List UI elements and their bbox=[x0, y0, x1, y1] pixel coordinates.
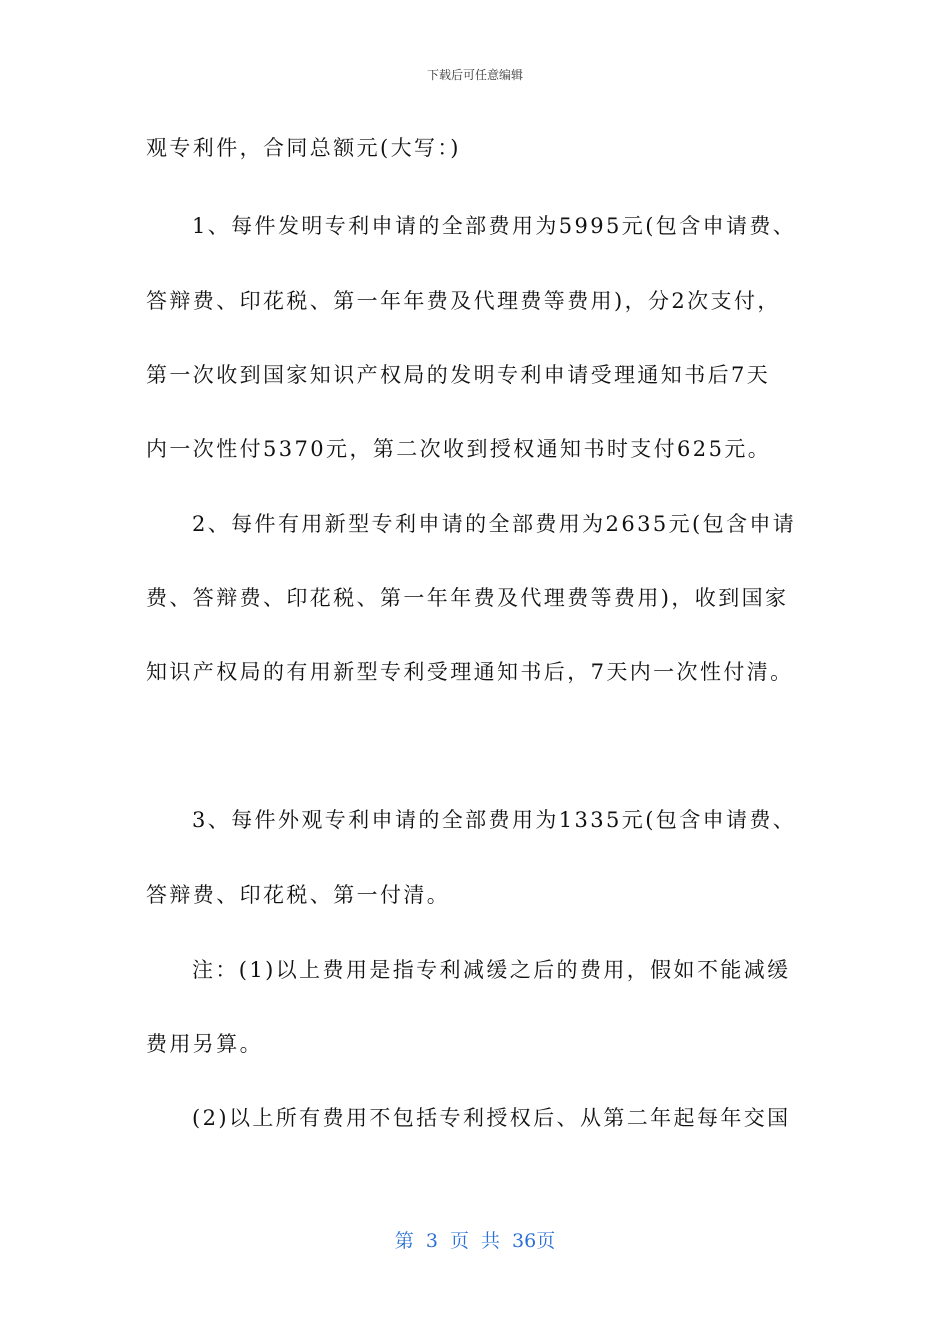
page-header: 下载后可任意编辑 bbox=[426, 68, 523, 82]
text-line: 第一次收到国家知识产权局的发明专利申请受理通知书后7天 bbox=[146, 363, 771, 387]
page-number-footer: 第 3 页 共 36页 bbox=[394, 1230, 556, 1252]
text-line: (2)以上所有费用不包括专利授权后、从第二年起每年交国 bbox=[192, 1106, 791, 1130]
text-line: 3、每件外观专利申请的全部费用为1335元(包含申请费、 bbox=[192, 808, 797, 832]
text-line: 费用另算。 bbox=[146, 1032, 263, 1056]
text-line: 注：(1)以上费用是指专利减缓之后的费用，假如不能减缓 bbox=[192, 958, 791, 982]
text-line: 答辩费、印花税、第一付清。 bbox=[146, 883, 451, 907]
text-line: 1、每件发明专利申请的全部费用为5995元(包含申请费、 bbox=[192, 214, 797, 238]
text-line: 知识产权局的有用新型专利受理通知书后，7天内一次性付清。 bbox=[146, 660, 794, 684]
text-line: 内一次性付5370元，第二次收到授权通知书时支付625元。 bbox=[146, 437, 772, 461]
text-line: 观专利件，合同总额元(大写：) bbox=[146, 136, 461, 160]
text-line: 2、每件有用新型专利申请的全部费用为2635元(包含申请 bbox=[192, 512, 797, 536]
text-line: 费、答辩费、印花税、第一年年费及代理费等费用)，收到国家 bbox=[146, 586, 789, 610]
text-line: 答辩费、印花税、第一年年费及代理费等费用)，分2次支付， bbox=[146, 289, 781, 313]
